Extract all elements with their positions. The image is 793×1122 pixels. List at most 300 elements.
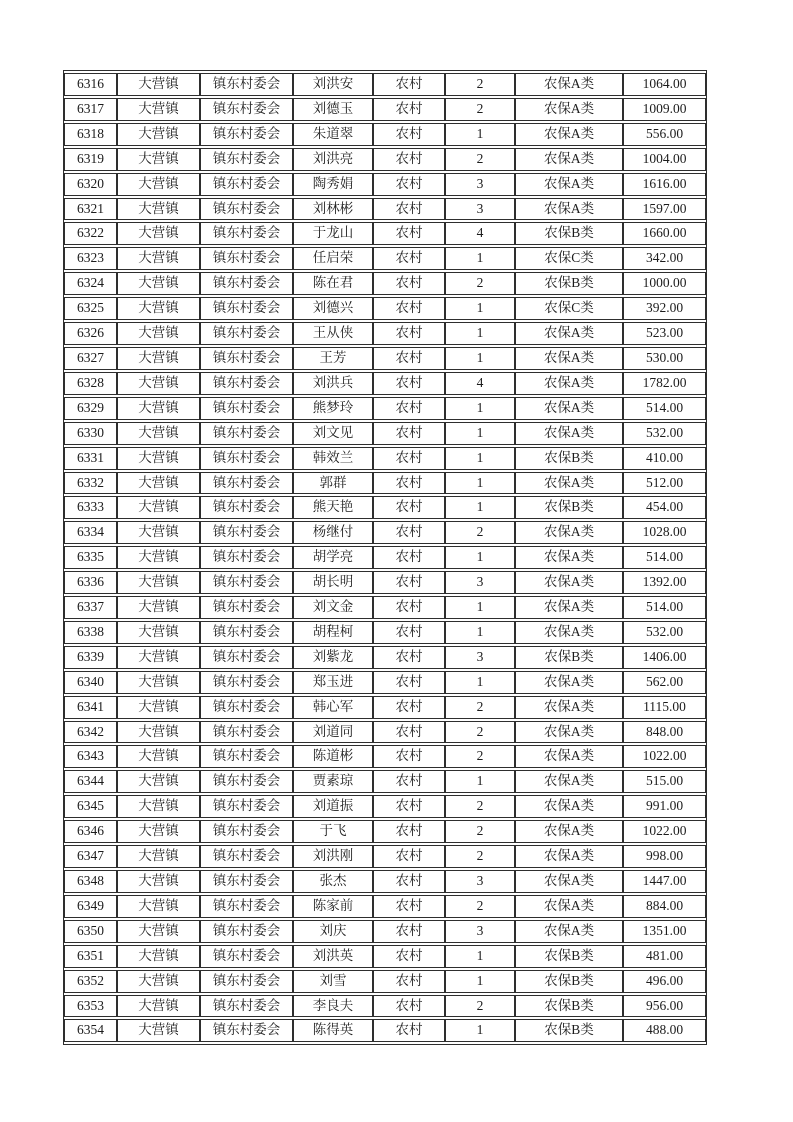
person-name-cell: 韩效兰 (293, 447, 373, 470)
table-row (64, 173, 706, 196)
row-number-cell: 6354 (64, 1019, 117, 1042)
row-number-cell: 6345 (64, 795, 117, 818)
row-number-cell: 6320 (64, 173, 117, 196)
row-number-cell: 6330 (64, 422, 117, 445)
person-name-cell: 刘庆 (293, 920, 373, 943)
row-number-cell: 6343 (64, 745, 117, 768)
person-count-cell: 1 (445, 472, 515, 495)
amount-cell: 884.00 (623, 895, 706, 918)
row-number-cell: 6334 (64, 521, 117, 544)
person-count-cell: 1 (445, 123, 515, 146)
residence-type-cell: 农村 (373, 521, 445, 544)
row-number-cell: 6350 (64, 920, 117, 943)
insurance-category-cell: 农保A类 (515, 521, 623, 544)
person-count-cell: 3 (445, 173, 515, 196)
residence-type-cell: 农村 (373, 98, 445, 121)
town-cell: 大营镇 (117, 546, 200, 569)
town-cell: 大营镇 (117, 671, 200, 694)
village-committee-cell: 镇东村委会 (200, 521, 293, 544)
row-number-cell: 6317 (64, 98, 117, 121)
person-count-cell: 2 (445, 272, 515, 295)
village-committee-cell: 镇东村委会 (200, 696, 293, 719)
amount-cell: 1000.00 (623, 272, 706, 295)
town-cell: 大营镇 (117, 895, 200, 918)
insurance-category-cell: 农保A类 (515, 920, 623, 943)
residence-type-cell: 农村 (373, 173, 445, 196)
row-number-cell: 6347 (64, 845, 117, 868)
town-cell: 大营镇 (117, 422, 200, 445)
row-number-cell: 6323 (64, 247, 117, 270)
row-number-cell: 6322 (64, 222, 117, 245)
residence-type-cell: 农村 (373, 222, 445, 245)
amount-cell: 1660.00 (623, 222, 706, 245)
person-name-cell: 于飞 (293, 820, 373, 843)
village-committee-cell: 镇东村委会 (200, 895, 293, 918)
person-name-cell: 刘洪刚 (293, 845, 373, 868)
person-count-cell: 1 (445, 247, 515, 270)
person-name-cell: 郭群 (293, 472, 373, 495)
person-name-cell: 刘德兴 (293, 297, 373, 320)
person-count-cell: 2 (445, 521, 515, 544)
table-row (64, 621, 706, 644)
amount-cell: 532.00 (623, 422, 706, 445)
town-cell: 大营镇 (117, 447, 200, 470)
table-row (64, 247, 706, 270)
town-cell: 大营镇 (117, 73, 200, 96)
person-count-cell: 1 (445, 546, 515, 569)
town-cell: 大营镇 (117, 347, 200, 370)
table-row (64, 770, 706, 793)
amount-cell: 1022.00 (623, 820, 706, 843)
amount-cell: 454.00 (623, 496, 706, 519)
person-count-cell: 3 (445, 571, 515, 594)
village-committee-cell: 镇东村委会 (200, 98, 293, 121)
table-row (64, 148, 706, 171)
amount-cell: 1782.00 (623, 372, 706, 395)
village-committee-cell: 镇东村委会 (200, 970, 293, 993)
village-committee-cell: 镇东村委会 (200, 845, 293, 868)
person-name-cell: 刘德玉 (293, 98, 373, 121)
person-count-cell: 1 (445, 671, 515, 694)
person-count-cell: 1 (445, 422, 515, 445)
row-number-cell: 6316 (64, 73, 117, 96)
town-cell: 大营镇 (117, 970, 200, 993)
row-number-cell: 6325 (64, 297, 117, 320)
amount-cell: 392.00 (623, 297, 706, 320)
village-committee-cell: 镇东村委会 (200, 745, 293, 768)
amount-cell: 481.00 (623, 945, 706, 968)
village-committee-cell: 镇东村委会 (200, 222, 293, 245)
residence-type-cell: 农村 (373, 696, 445, 719)
table-row (64, 222, 706, 245)
village-committee-cell: 镇东村委会 (200, 297, 293, 320)
person-count-cell: 2 (445, 995, 515, 1018)
person-name-cell: 王芳 (293, 347, 373, 370)
amount-cell: 1009.00 (623, 98, 706, 121)
row-number-cell: 6332 (64, 472, 117, 495)
residence-type-cell: 农村 (373, 596, 445, 619)
town-cell: 大营镇 (117, 173, 200, 196)
village-committee-cell: 镇东村委会 (200, 546, 293, 569)
amount-cell: 530.00 (623, 347, 706, 370)
person-count-cell: 3 (445, 646, 515, 669)
row-number-cell: 6339 (64, 646, 117, 669)
residence-type-cell: 农村 (373, 820, 445, 843)
amount-cell: 514.00 (623, 397, 706, 420)
residence-type-cell: 农村 (373, 422, 445, 445)
village-committee-cell: 镇东村委会 (200, 870, 293, 893)
person-count-cell: 1 (445, 447, 515, 470)
row-number-cell: 6352 (64, 970, 117, 993)
village-committee-cell: 镇东村委会 (200, 123, 293, 146)
amount-cell: 556.00 (623, 123, 706, 146)
town-cell: 大营镇 (117, 397, 200, 420)
insurance-category-cell: 农保A类 (515, 745, 623, 768)
insurance-category-cell: 农保A类 (515, 322, 623, 345)
town-cell: 大营镇 (117, 322, 200, 345)
residence-type-cell: 农村 (373, 496, 445, 519)
person-name-cell: 王从侠 (293, 322, 373, 345)
town-cell: 大营镇 (117, 770, 200, 793)
amount-cell: 514.00 (623, 596, 706, 619)
village-committee-cell: 镇东村委会 (200, 422, 293, 445)
amount-cell: 998.00 (623, 845, 706, 868)
residence-type-cell: 农村 (373, 621, 445, 644)
town-cell: 大营镇 (117, 372, 200, 395)
table-row (64, 970, 706, 993)
town-cell: 大营镇 (117, 571, 200, 594)
person-name-cell: 刘紫龙 (293, 646, 373, 669)
town-cell: 大营镇 (117, 496, 200, 519)
town-cell: 大营镇 (117, 646, 200, 669)
village-committee-cell: 镇东村委会 (200, 347, 293, 370)
insurance-category-cell: 农保A类 (515, 546, 623, 569)
residence-type-cell: 农村 (373, 970, 445, 993)
insurance-category-cell: 农保B类 (515, 222, 623, 245)
table-row (64, 472, 706, 495)
person-name-cell: 陈道彬 (293, 745, 373, 768)
row-number-cell: 6326 (64, 322, 117, 345)
row-number-cell: 6342 (64, 721, 117, 744)
amount-cell: 1004.00 (623, 148, 706, 171)
town-cell: 大营镇 (117, 845, 200, 868)
residence-type-cell: 农村 (373, 472, 445, 495)
amount-cell: 1064.00 (623, 73, 706, 96)
person-name-cell: 郑玉进 (293, 671, 373, 694)
insurance-category-cell: 农保B类 (515, 970, 623, 993)
residence-type-cell: 农村 (373, 347, 445, 370)
table-row (64, 397, 706, 420)
person-name-cell: 陈家前 (293, 895, 373, 918)
table-row (64, 870, 706, 893)
amount-cell: 991.00 (623, 795, 706, 818)
insurance-category-cell: 农保A类 (515, 596, 623, 619)
village-committee-cell: 镇东村委会 (200, 621, 293, 644)
table-row (64, 895, 706, 918)
person-name-cell: 刘洪亮 (293, 148, 373, 171)
person-name-cell: 张杰 (293, 870, 373, 893)
town-cell: 大营镇 (117, 1019, 200, 1042)
table-row (64, 1019, 706, 1042)
row-number-cell: 6327 (64, 347, 117, 370)
person-count-cell: 1 (445, 770, 515, 793)
person-count-cell: 1 (445, 1019, 515, 1042)
village-committee-cell: 镇东村委会 (200, 148, 293, 171)
row-number-cell: 6338 (64, 621, 117, 644)
town-cell: 大营镇 (117, 795, 200, 818)
village-committee-cell: 镇东村委会 (200, 571, 293, 594)
amount-cell: 523.00 (623, 322, 706, 345)
person-count-cell: 3 (445, 870, 515, 893)
insurance-category-cell: 农保A类 (515, 895, 623, 918)
residence-type-cell: 农村 (373, 546, 445, 569)
residence-type-cell: 农村 (373, 272, 445, 295)
insurance-category-cell: 农保A类 (515, 671, 623, 694)
insurance-category-cell: 农保B类 (515, 272, 623, 295)
person-count-cell: 1 (445, 347, 515, 370)
amount-cell: 1351.00 (623, 920, 706, 943)
residence-type-cell: 农村 (373, 745, 445, 768)
table-row (64, 422, 706, 445)
village-committee-cell: 镇东村委会 (200, 721, 293, 744)
person-count-cell: 2 (445, 721, 515, 744)
person-count-cell: 1 (445, 621, 515, 644)
person-name-cell: 刘道同 (293, 721, 373, 744)
row-number-cell: 6337 (64, 596, 117, 619)
insurance-category-cell: 农保A类 (515, 621, 623, 644)
row-number-cell: 6335 (64, 546, 117, 569)
residence-type-cell: 农村 (373, 247, 445, 270)
town-cell: 大营镇 (117, 995, 200, 1018)
person-name-cell: 熊梦玲 (293, 397, 373, 420)
person-name-cell: 刘林彬 (293, 198, 373, 221)
table-row (64, 945, 706, 968)
table-row (64, 845, 706, 868)
residence-type-cell: 农村 (373, 721, 445, 744)
row-number-cell: 6344 (64, 770, 117, 793)
person-name-cell: 陈得英 (293, 1019, 373, 1042)
village-committee-cell: 镇东村委会 (200, 173, 293, 196)
table-row (64, 447, 706, 470)
insurance-category-cell: 农保A类 (515, 148, 623, 171)
person-count-cell: 1 (445, 496, 515, 519)
insurance-category-cell: 农保C类 (515, 247, 623, 270)
insurance-category-cell: 农保A类 (515, 198, 623, 221)
village-committee-cell: 镇东村委会 (200, 671, 293, 694)
residence-type-cell: 农村 (373, 447, 445, 470)
residence-type-cell: 农村 (373, 770, 445, 793)
table-row (64, 98, 706, 121)
person-name-cell: 刘洪安 (293, 73, 373, 96)
amount-cell: 956.00 (623, 995, 706, 1018)
person-count-cell: 2 (445, 845, 515, 868)
village-committee-cell: 镇东村委会 (200, 447, 293, 470)
row-number-cell: 6336 (64, 571, 117, 594)
insurance-category-cell: 农保A类 (515, 98, 623, 121)
insurance-category-cell: 农保A类 (515, 397, 623, 420)
residence-type-cell: 农村 (373, 995, 445, 1018)
town-cell: 大营镇 (117, 297, 200, 320)
town-cell: 大营镇 (117, 820, 200, 843)
village-committee-cell: 镇东村委会 (200, 1019, 293, 1042)
residence-type-cell: 农村 (373, 571, 445, 594)
table-row (64, 721, 706, 744)
person-name-cell: 刘文金 (293, 596, 373, 619)
village-committee-cell: 镇东村委会 (200, 596, 293, 619)
row-number-cell: 6321 (64, 198, 117, 221)
residence-type-cell: 农村 (373, 895, 445, 918)
amount-cell: 532.00 (623, 621, 706, 644)
person-name-cell: 刘雪 (293, 970, 373, 993)
residence-type-cell: 农村 (373, 920, 445, 943)
insurance-category-cell: 农保A类 (515, 347, 623, 370)
person-count-cell: 2 (445, 98, 515, 121)
table-row (64, 920, 706, 943)
residence-type-cell: 农村 (373, 397, 445, 420)
residence-type-cell: 农村 (373, 148, 445, 171)
town-cell: 大营镇 (117, 696, 200, 719)
table-row (64, 123, 706, 146)
table-row (64, 671, 706, 694)
person-count-cell: 4 (445, 222, 515, 245)
insurance-category-cell: 农保B类 (515, 1019, 623, 1042)
residence-type-cell: 农村 (373, 123, 445, 146)
residence-type-cell: 农村 (373, 372, 445, 395)
residence-type-cell: 农村 (373, 671, 445, 694)
insurance-category-cell: 农保A类 (515, 123, 623, 146)
residence-type-cell: 农村 (373, 322, 445, 345)
row-number-cell: 6340 (64, 671, 117, 694)
person-name-cell: 胡程柯 (293, 621, 373, 644)
person-name-cell: 刘洪兵 (293, 372, 373, 395)
person-count-cell: 4 (445, 372, 515, 395)
amount-cell: 342.00 (623, 247, 706, 270)
town-cell: 大营镇 (117, 721, 200, 744)
village-committee-cell: 镇东村委会 (200, 995, 293, 1018)
insurance-category-cell: 农保A类 (515, 870, 623, 893)
person-name-cell: 熊天艳 (293, 496, 373, 519)
residence-type-cell: 农村 (373, 945, 445, 968)
row-number-cell: 6341 (64, 696, 117, 719)
residence-type-cell: 农村 (373, 646, 445, 669)
person-name-cell: 陈在君 (293, 272, 373, 295)
insurance-category-cell: 农保A类 (515, 721, 623, 744)
person-count-cell: 2 (445, 745, 515, 768)
row-number-cell: 6328 (64, 372, 117, 395)
table-row (64, 571, 706, 594)
person-count-cell: 2 (445, 820, 515, 843)
village-committee-cell: 镇东村委会 (200, 795, 293, 818)
residence-type-cell: 农村 (373, 73, 445, 96)
town-cell: 大营镇 (117, 272, 200, 295)
town-cell: 大营镇 (117, 596, 200, 619)
person-count-cell: 1 (445, 945, 515, 968)
person-count-cell: 1 (445, 970, 515, 993)
person-name-cell: 刘道振 (293, 795, 373, 818)
person-name-cell: 刘洪英 (293, 945, 373, 968)
amount-cell: 1028.00 (623, 521, 706, 544)
table-row (64, 347, 706, 370)
residence-type-cell: 农村 (373, 1019, 445, 1042)
insurance-category-cell: 农保A类 (515, 795, 623, 818)
row-number-cell: 6346 (64, 820, 117, 843)
amount-cell: 1447.00 (623, 870, 706, 893)
residence-type-cell: 农村 (373, 297, 445, 320)
amount-cell: 512.00 (623, 472, 706, 495)
village-committee-cell: 镇东村委会 (200, 322, 293, 345)
row-number-cell: 6324 (64, 272, 117, 295)
residence-type-cell: 农村 (373, 795, 445, 818)
person-name-cell: 朱道翠 (293, 123, 373, 146)
amount-cell: 1597.00 (623, 198, 706, 221)
town-cell: 大营镇 (117, 222, 200, 245)
insurance-category-cell: 农保A类 (515, 422, 623, 445)
village-committee-cell: 镇东村委会 (200, 646, 293, 669)
table-row (64, 596, 706, 619)
person-name-cell: 韩心军 (293, 696, 373, 719)
row-number-cell: 6349 (64, 895, 117, 918)
row-number-cell: 6318 (64, 123, 117, 146)
town-cell: 大营镇 (117, 621, 200, 644)
table-row (64, 372, 706, 395)
town-cell: 大营镇 (117, 148, 200, 171)
amount-cell: 1022.00 (623, 745, 706, 768)
village-committee-cell: 镇东村委会 (200, 73, 293, 96)
person-name-cell: 陶秀娟 (293, 173, 373, 196)
amount-cell: 514.00 (623, 546, 706, 569)
row-number-cell: 6331 (64, 447, 117, 470)
table-row (64, 73, 706, 96)
table-row (64, 521, 706, 544)
person-count-cell: 2 (445, 148, 515, 171)
insurance-category-cell: 农保B类 (515, 945, 623, 968)
village-committee-cell: 镇东村委会 (200, 372, 293, 395)
row-number-cell: 6329 (64, 397, 117, 420)
person-count-cell: 3 (445, 198, 515, 221)
amount-cell: 1392.00 (623, 571, 706, 594)
residence-type-cell: 农村 (373, 870, 445, 893)
table-row (64, 297, 706, 320)
insurance-category-cell: 农保A类 (515, 696, 623, 719)
residence-type-cell: 农村 (373, 845, 445, 868)
table-row (64, 322, 706, 345)
town-cell: 大营镇 (117, 521, 200, 544)
village-committee-cell: 镇东村委会 (200, 770, 293, 793)
table-body (64, 73, 706, 1042)
town-cell: 大营镇 (117, 870, 200, 893)
person-name-cell: 胡长明 (293, 571, 373, 594)
town-cell: 大营镇 (117, 247, 200, 270)
village-committee-cell: 镇东村委会 (200, 820, 293, 843)
town-cell: 大营镇 (117, 745, 200, 768)
amount-cell: 848.00 (623, 721, 706, 744)
village-committee-cell: 镇东村委会 (200, 920, 293, 943)
amount-cell: 1406.00 (623, 646, 706, 669)
insurance-category-cell: 农保A类 (515, 472, 623, 495)
person-name-cell: 贾素琼 (293, 770, 373, 793)
insurance-category-cell: 农保A类 (515, 770, 623, 793)
town-cell: 大营镇 (117, 123, 200, 146)
table-row (64, 198, 706, 221)
person-count-cell: 1 (445, 596, 515, 619)
insurance-category-cell: 农保B类 (515, 496, 623, 519)
insurance-category-cell: 农保A类 (515, 73, 623, 96)
person-count-cell: 2 (445, 696, 515, 719)
person-count-cell: 3 (445, 920, 515, 943)
row-number-cell: 6319 (64, 148, 117, 171)
pension-register-table (63, 70, 707, 1045)
table-row (64, 696, 706, 719)
